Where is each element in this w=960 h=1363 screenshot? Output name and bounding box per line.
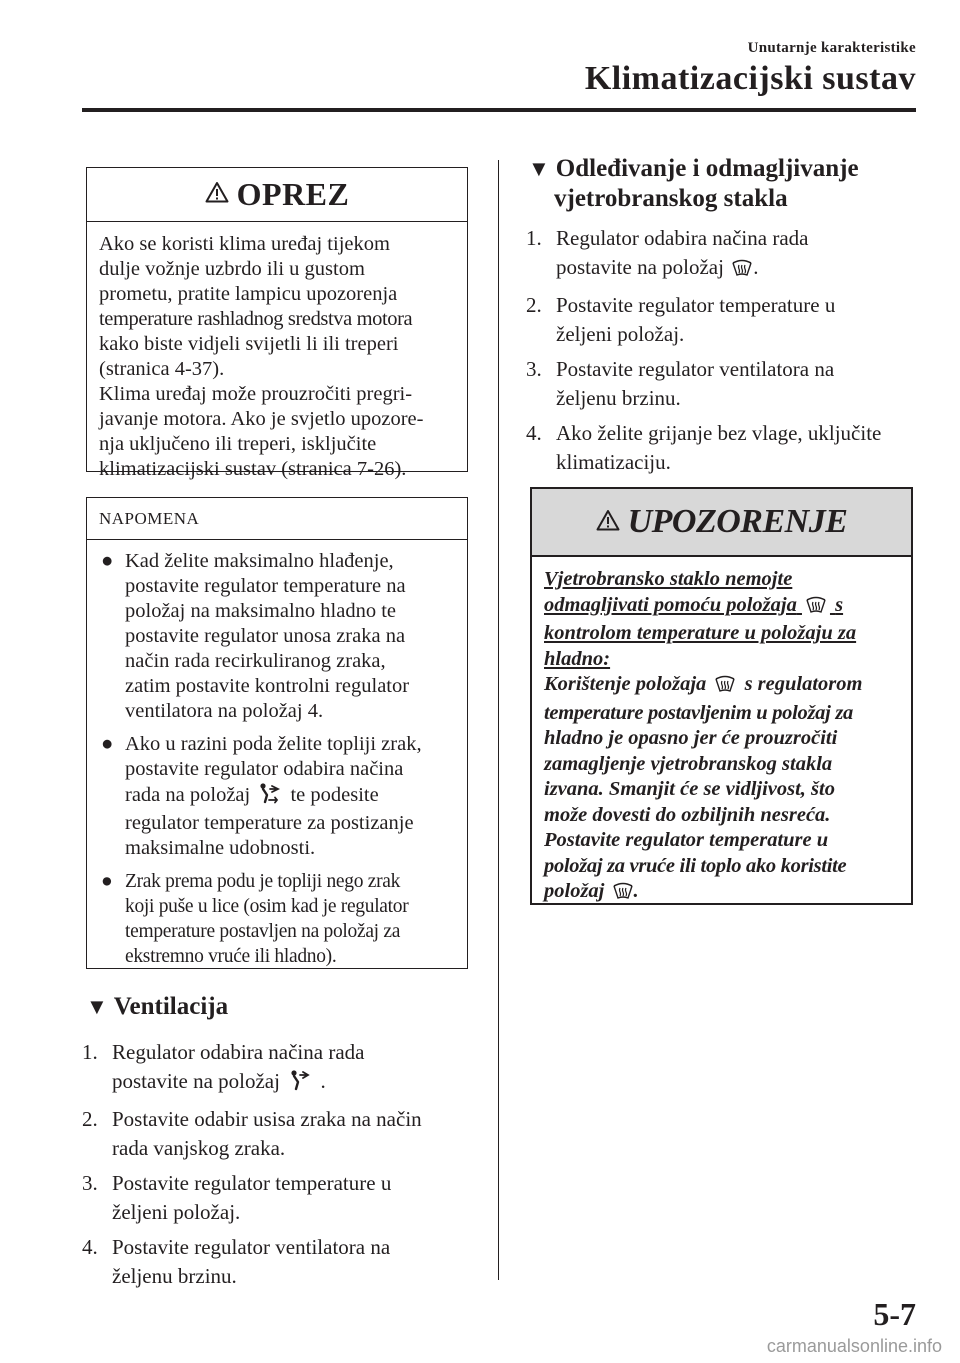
note-line: temperature postavljen na položaj za — [125, 921, 401, 942]
warning-line — [544, 879, 899, 908]
note-line: ventilatora na položaj 4. — [125, 700, 324, 722]
note-line: položaj na maksimalno hladno te — [125, 600, 396, 622]
step-line: Ako želite grijanje bez vlage, uključite — [556, 421, 882, 445]
note-line: regulator temperature za postizanje — [125, 812, 414, 834]
step-line: željeni položaj. — [112, 1200, 241, 1224]
warning-line: može dovesti do ozbiljnih nesreća. — [544, 803, 831, 826]
caution-title: OPREZ — [236, 176, 350, 212]
caution-line: prometu, pratite lampicu upozorenja — [99, 283, 398, 305]
warning-line: temperature postavljenim u položaj za — [544, 701, 853, 724]
warning-line: kontrolom temperature u položaju za — [544, 622, 857, 644]
caution-line: javanje motora. Ako je svjetlo upozore- — [99, 408, 424, 430]
defrost-heading-line: Odleđivanje i odmagljivanje — [555, 155, 859, 182]
note-line — [125, 782, 457, 811]
warning-triangle-icon — [205, 181, 229, 208]
step-line: Regulator odabira načina rada — [112, 1040, 365, 1064]
caution-line: nja uključeno ili treperi, isključite — [99, 433, 377, 455]
warning-header — [532, 489, 911, 557]
warning-triangle-icon — [596, 509, 620, 536]
note-line: postavite regulator temperature na — [125, 575, 406, 597]
step-line: Postavite regulator ventilatora na — [112, 1235, 391, 1259]
warning-text-part: odmagljivati pomoću položaja — [544, 593, 797, 616]
warning-line: izvana. Smanjit će se vidljivost, što — [544, 778, 835, 800]
step-number: 1. — [526, 226, 542, 250]
caution-line: temperature rashladnog sredstva motora — [99, 308, 413, 330]
ventilation-heading — [86, 992, 228, 1022]
step-line: klimatizaciju. — [556, 450, 671, 474]
face-vent-mode-icon — [288, 1069, 312, 1099]
warning-text — [532, 557, 911, 908]
windshield-defrost-icon — [731, 256, 753, 285]
caution-line: klimatizacijski sustav (stranica 7-26). — [99, 458, 407, 480]
step-text: postavite na položaj — [112, 1069, 280, 1093]
warning-line: položaj za vruće ili toplo ako koristite — [544, 854, 847, 877]
bullet: ● — [101, 733, 114, 755]
bullet: ● — [101, 871, 113, 892]
page-title: Klimatizacijski sustav — [584, 60, 916, 97]
step — [526, 419, 926, 477]
warning-line: hladno je opasno jer će prouzročiti — [544, 727, 838, 749]
step-line: željenu brzinu. — [556, 386, 681, 410]
step-line: Regulator odabira načina rada — [556, 226, 809, 250]
step-line: Postavite regulator temperature u — [112, 1171, 392, 1195]
windshield-defrost-icon — [805, 594, 827, 622]
note-line: maksimalne udobnosti. — [125, 837, 316, 859]
step — [82, 1169, 482, 1227]
step — [82, 1105, 482, 1163]
header-rule — [82, 108, 916, 112]
step-number: 4. — [82, 1235, 98, 1259]
note-line: Zrak prema podu je topliji nego zrak — [125, 871, 401, 892]
note-line: koji puše u lice (osim kad je regulator — [125, 896, 409, 917]
step — [82, 1038, 482, 1099]
note-line: postavite regulator unosa zraka na — [125, 625, 406, 647]
note-item — [101, 869, 457, 969]
caution-text — [87, 222, 467, 482]
section-marker: ▼ — [528, 156, 550, 181]
step-text: . — [320, 1069, 326, 1093]
page-number: 5-7 — [873, 1296, 916, 1332]
caution-line: kako biste vidjeli svijetli li ili treperi — [99, 333, 399, 355]
bi-level-mode-icon — [258, 782, 282, 811]
warning-line: zamagljenje vjetrobranskog stakla — [544, 752, 833, 775]
step-number: 2. — [526, 293, 542, 317]
section-label: Unutarnje karakteristike — [747, 40, 916, 56]
warning-title: UPOZORENJE — [627, 503, 848, 540]
warning-line: hladno: — [544, 647, 611, 670]
warning-line — [544, 672, 899, 701]
step-line: Postavite regulator temperature u — [556, 293, 836, 317]
step-number: 4. — [526, 421, 542, 445]
caution-line: dulje vožnje uzbrdo ili u gustom — [99, 258, 365, 280]
step-text: postavite na položaj — [556, 255, 724, 279]
note-line: Ako u razini poda želite topliji zrak, — [125, 733, 422, 755]
note-line: način rada recirkuliranog zraka, — [125, 650, 386, 672]
ventilation-heading-text: Ventilacija — [113, 993, 229, 1020]
note-line: zatim postavite kontrolni regulator — [125, 675, 410, 697]
column-divider — [498, 160, 499, 1280]
note-box — [86, 497, 468, 969]
note-text: rada na položaj — [125, 784, 251, 806]
step-line — [112, 1067, 482, 1099]
note-item — [101, 549, 457, 724]
step-number: 3. — [526, 357, 542, 381]
caution-line: Ako se koristi klima uređaj tijekom — [99, 233, 390, 255]
caution-header — [87, 168, 467, 222]
step-line: rada vanjskog zraka. — [112, 1136, 286, 1160]
note-list — [87, 540, 467, 969]
step — [82, 1233, 482, 1291]
warning-line: Postavite regulator temperature u — [544, 829, 829, 851]
section-marker: ▼ — [86, 994, 108, 1019]
note-line: Kad želite maksimalno hlađenje, — [125, 550, 394, 572]
ventilation-steps — [82, 1038, 482, 1297]
warning-text-part: položaj — [544, 880, 605, 902]
note-title: NAPOMENA — [87, 498, 467, 540]
warning-box — [530, 487, 913, 905]
warning-line — [544, 593, 899, 622]
note-text: te podesite — [290, 784, 379, 806]
step-number: 2. — [82, 1107, 98, 1131]
step-line: željeni položaj. — [556, 322, 685, 346]
step — [526, 291, 926, 349]
step-line: željenu brzinu. — [112, 1264, 237, 1288]
caution-line: Klima uređaj može prouzročiti pregri- — [99, 383, 413, 405]
windshield-defrost-icon — [612, 880, 634, 908]
warning-text-part: Korištenje položaja — [544, 673, 707, 695]
step — [526, 224, 926, 285]
caution-line: (stranica 4-37). — [99, 358, 225, 380]
step-line — [556, 253, 926, 285]
step-text: . — [753, 255, 759, 279]
defrost-heading-line: vjetrobranskog stakla — [554, 185, 788, 212]
watermark: carmanualsonline.info — [766, 1336, 942, 1356]
step-number: 3. — [82, 1171, 98, 1195]
step-line: Postavite odabir usisa zraka na način — [112, 1107, 422, 1131]
note-line: postavite regulator odabira načina — [125, 758, 404, 780]
warning-text-part: s regulatorom — [744, 673, 863, 695]
warning-line: Vjetrobransko staklo nemojte — [544, 568, 793, 590]
warning-text-part: s — [835, 593, 844, 616]
note-item — [101, 732, 457, 861]
defrost-steps — [526, 224, 926, 483]
warning-text-part: . — [633, 880, 639, 902]
note-line: ekstremno vruće ili hladno). — [125, 946, 337, 967]
bullet: ● — [101, 550, 114, 572]
step — [526, 355, 926, 413]
step-number: 1. — [82, 1040, 98, 1064]
windshield-defrost-icon — [714, 673, 736, 701]
step-line: Postavite regulator ventilatora na — [556, 357, 835, 381]
caution-box — [86, 167, 468, 480]
defrost-heading — [528, 154, 859, 214]
